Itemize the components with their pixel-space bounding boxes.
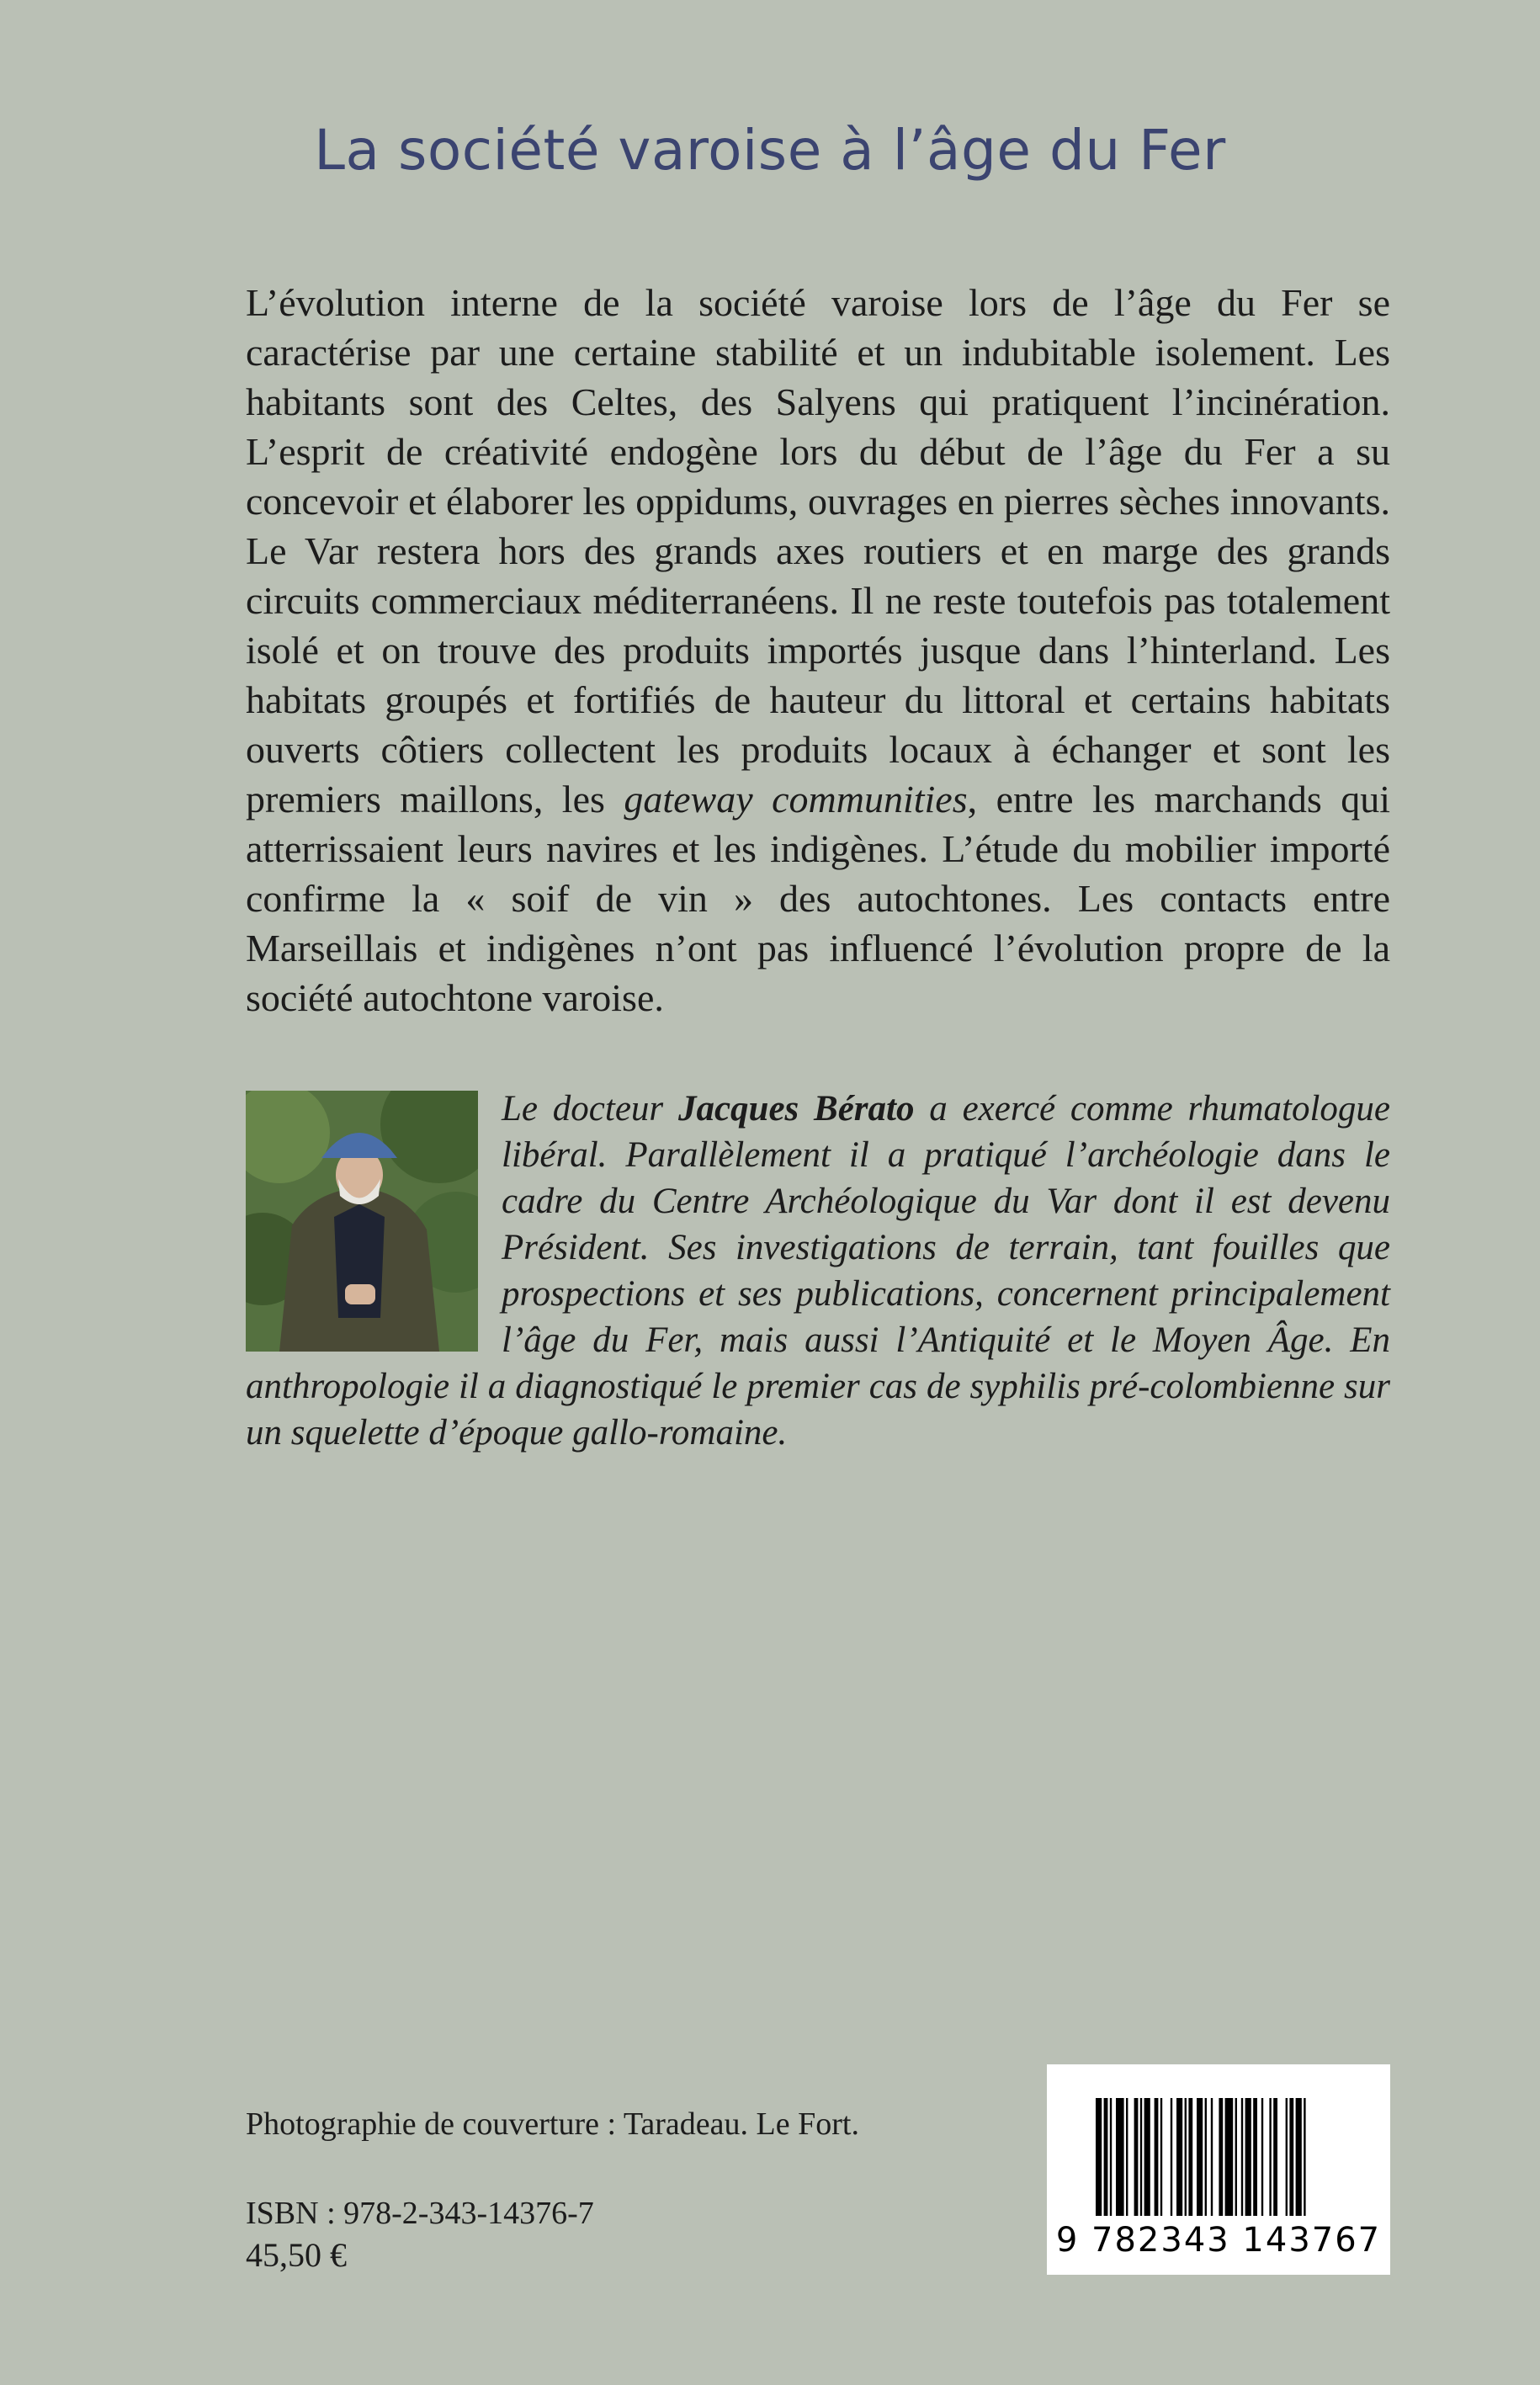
barcode-bar bbox=[1304, 2098, 1305, 2216]
barcode-bar bbox=[1289, 2098, 1293, 2216]
barcode-bar bbox=[1296, 2098, 1302, 2216]
barcode-bar bbox=[1110, 2098, 1112, 2216]
summary-emphasis: gateway communities bbox=[624, 778, 968, 821]
barcode-bar bbox=[1205, 2098, 1207, 2216]
price: 45,50 € bbox=[246, 2236, 347, 2274]
barcode-bar bbox=[1155, 2098, 1159, 2216]
barcode-bar bbox=[1253, 2098, 1257, 2216]
barcode-number: 9 782343 143767 bbox=[1055, 2221, 1382, 2260]
barcode-bar bbox=[1269, 2098, 1271, 2216]
barcode-bar bbox=[1171, 2098, 1172, 2216]
barcode-bar bbox=[1245, 2098, 1251, 2216]
author-bio bbox=[246, 1086, 1390, 1456]
author-bio-intro: Le docteur bbox=[502, 1089, 678, 1129]
barcode-bar bbox=[1188, 2098, 1192, 2216]
cover-photo-credit: Photographie de couverture : Taradeau. Le Fort. bbox=[246, 2106, 859, 2142]
barcode-bar bbox=[1286, 2098, 1288, 2216]
author-photo bbox=[246, 1091, 478, 1352]
book-summary bbox=[246, 278, 1390, 1023]
barcode-bar bbox=[1126, 2098, 1128, 2216]
barcode-bar bbox=[1140, 2098, 1142, 2216]
author-bio-text: a exercé comme rhumatologue libéral. Parallèlement il a pratiqué l’archéologie dans le cadre du Centre Archéologique du Var dont il est devenu Président. Ses investigations de terrain, tant fouilles que prospections et ses publications, concernent principalement l’âge du Fer, mais aussi l’Antiquité et le Moyen Âge. En anthropologie il a diagnostiqué le premier cas de syphilis pré-colombienne sur un squelette d’époque gallo-romaine. bbox=[246, 1089, 1390, 1453]
barcode-bar bbox=[1104, 2098, 1108, 2216]
barcode-bar bbox=[1185, 2098, 1187, 2216]
summary-text-part2: , entre les marchands qui atterrissaient leurs navires et les indigènes. L’étude du mobilier importé confirme la « soif de vin » des autochtones. Les contacts entre Marseillais et indigènes n’ont pas influencé l’évolution propre de la société autochtone varoise. bbox=[246, 778, 1391, 1019]
barcode-bar bbox=[1219, 2098, 1223, 2216]
barcode bbox=[1047, 2064, 1390, 2275]
barcode-bar bbox=[1134, 2098, 1139, 2216]
summary-text-part1: L’évolution interne de la société varoise lors de l’âge du Fer se caractérise par une certaine stabilité et un indubitable isolement. Les habitants sont des Celtes, des Salyens qui pratiquent l’incinération. L’esprit de créativité endogène lors du début de l’âge du Fer a su concevoir et élaborer les oppidums, ouvrages en pierres sèches innovants. Le Var restera hors des grands axes routiers et en marge des grands circuits commerciaux méditerranéens. Il ne reste toutefois pas totalement isolé et on trouve des produits importés jusque dans l’hinterland. Les habitats groupés et fortifiés de hauteur du littoral et certains habitats ouverts côtiers collectent les produits locaux à échanger et sont les premiers maillons, les bbox=[246, 281, 1390, 821]
book-title: La société varoise à l’âge du Fer bbox=[314, 118, 1226, 183]
barcode-bar bbox=[1241, 2098, 1243, 2216]
barcode-bar bbox=[1261, 2098, 1263, 2216]
barcode-bar bbox=[1160, 2098, 1162, 2216]
barcode-bar bbox=[1144, 2098, 1150, 2216]
barcode-bar bbox=[1273, 2098, 1277, 2216]
barcode-bar bbox=[1096, 2098, 1102, 2216]
author-name: Jacques Bérato bbox=[677, 1089, 915, 1129]
barcode-bar bbox=[1197, 2098, 1203, 2216]
barcode-bar bbox=[1225, 2098, 1234, 2216]
isbn: ISBN : 978-2-343-14376-7 bbox=[246, 2196, 594, 2231]
barcode-bar bbox=[1176, 2098, 1182, 2216]
barcode-bar bbox=[1211, 2098, 1213, 2216]
barcode-bar bbox=[1235, 2098, 1237, 2216]
barcode-bar bbox=[1116, 2098, 1124, 2216]
